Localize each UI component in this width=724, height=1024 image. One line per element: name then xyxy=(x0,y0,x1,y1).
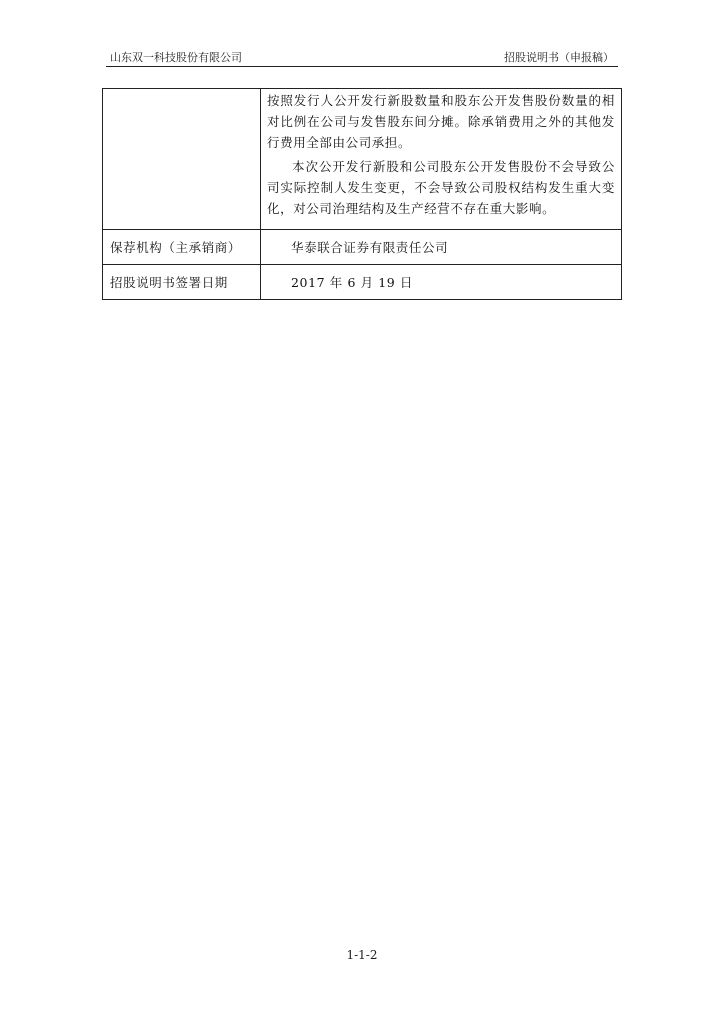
page-number: 1-1-2 xyxy=(346,948,378,962)
header-company-name: 山东双一科技股份有限公司 xyxy=(110,51,242,64)
table-row-continuation xyxy=(103,89,622,230)
table-row xyxy=(103,230,622,265)
table-cell-continued-text xyxy=(261,89,622,230)
row-label-signing-date: 招股说明书签署日期 xyxy=(103,265,261,300)
row-value-signing-date: 2017 年 6 月 19 日 xyxy=(261,265,622,300)
header-divider xyxy=(106,66,618,67)
table-row xyxy=(103,265,622,300)
page-header xyxy=(106,50,618,66)
offering-info-table xyxy=(102,88,622,300)
header-document-title: 招股说明书（申报稿） xyxy=(504,51,614,64)
impact-paragraph: 本次公开发行新股和公司股东公开发售股份不会导致公司实际控制人发生变更，不会导致公司股权结构发生重大变化，对公司治理结构及生产经营不存在重大影响。 xyxy=(267,159,615,216)
table-cell-empty-label xyxy=(103,89,261,230)
row-label-sponsor: 保荐机构（主承销商） xyxy=(103,230,261,265)
row-value-sponsor: 华泰联合证券有限责任公司 xyxy=(261,230,622,265)
continued-paragraph: 按照发行人公开发行新股数量和股东公开发售股份数量的相对比例在公司与发售股东间分摊。除承销费用之外的其他发行费用全部由公司承担。 xyxy=(267,93,615,150)
